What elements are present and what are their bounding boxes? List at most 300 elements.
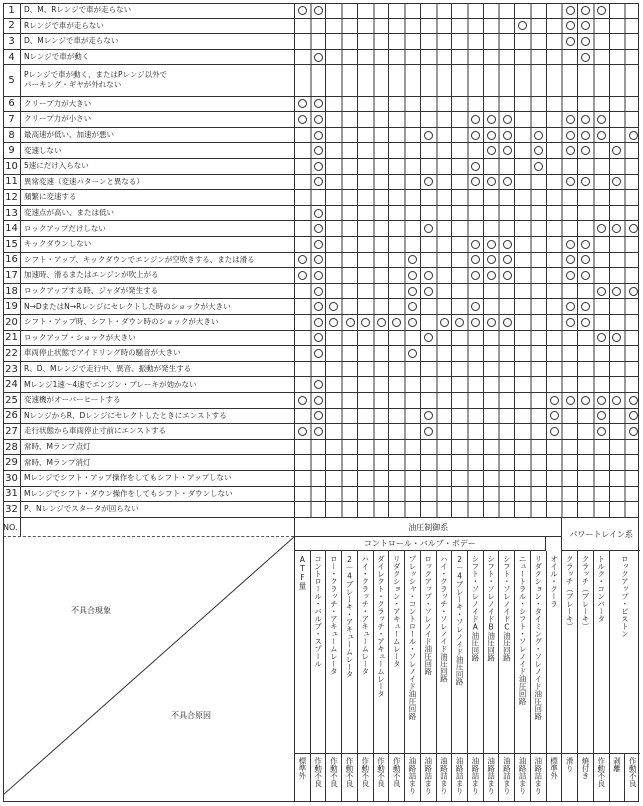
matrix-cell xyxy=(341,440,357,455)
no-row xyxy=(3,518,294,537)
matrix-cell xyxy=(404,34,420,49)
matrix-cell xyxy=(467,50,483,65)
matrix-cell xyxy=(624,253,640,268)
matrix-cell xyxy=(609,440,625,455)
matrix-cell xyxy=(467,19,483,34)
matrix-cell xyxy=(310,221,326,236)
matrix-cell xyxy=(498,331,514,346)
matrix-cell xyxy=(577,409,593,424)
matrix-cell xyxy=(373,268,389,283)
matrix-cell xyxy=(624,377,640,392)
matrix-cell xyxy=(373,65,389,95)
column-condition: 作動不良 xyxy=(345,757,355,787)
table-row xyxy=(3,471,639,487)
column-condition-cell xyxy=(420,754,436,802)
matrix-cell xyxy=(404,471,420,486)
matrix-cell xyxy=(451,97,467,112)
symptom-label: ロックアップだけしない xyxy=(24,223,106,233)
matrix-cell xyxy=(624,34,640,49)
symptom-label: ロックアップする時、ジャダが発生する xyxy=(24,286,159,296)
matrix-cell xyxy=(404,346,420,361)
matrix-cell xyxy=(357,50,373,65)
matrix-cell xyxy=(561,284,577,299)
matrix-cell xyxy=(561,221,577,236)
matrix-cell xyxy=(373,424,389,439)
matrix-cell xyxy=(624,424,640,439)
matrix-cell xyxy=(404,206,420,221)
matrix-cell xyxy=(609,50,625,65)
matrix-cell xyxy=(593,19,609,34)
matrix-cell xyxy=(593,190,609,205)
circle-mark-icon xyxy=(518,21,527,30)
matrix-cell xyxy=(577,19,593,34)
row-number: 24 xyxy=(3,377,21,392)
matrix-cell xyxy=(467,487,483,502)
circle-mark-icon xyxy=(314,318,323,327)
matrix-cell xyxy=(530,455,546,470)
matrix-cell xyxy=(498,175,514,190)
circle-mark-icon xyxy=(424,131,433,140)
matrix-cell xyxy=(561,3,577,18)
matrix-cell xyxy=(609,190,625,205)
matrix-cell xyxy=(388,97,404,112)
matrix-cell xyxy=(451,315,467,330)
table-row xyxy=(3,128,639,144)
table-row xyxy=(3,346,639,362)
matrix-cell xyxy=(325,331,341,346)
matrix-cell xyxy=(388,362,404,377)
matrix-cell xyxy=(325,112,341,127)
matrix-cell xyxy=(624,3,640,18)
matrix-cell xyxy=(310,393,326,408)
circle-mark-icon xyxy=(534,162,543,171)
symptom-label: シフト・アップ時、シフト・ダウン時のショックが大きい xyxy=(24,317,219,327)
matrix-cell xyxy=(561,455,577,470)
matrix-cell xyxy=(609,268,625,283)
row-number: 11 xyxy=(3,175,21,190)
matrix-cell xyxy=(530,190,546,205)
matrix-cell xyxy=(436,97,452,112)
matrix-cell xyxy=(451,362,467,377)
matrix-cell xyxy=(624,487,640,502)
matrix-cell xyxy=(451,237,467,252)
circle-mark-icon xyxy=(392,318,401,327)
table-row xyxy=(3,3,639,19)
column-condition: 油路詰まり xyxy=(470,757,480,795)
circle-mark-icon xyxy=(424,333,433,342)
circle-mark-icon xyxy=(612,287,621,296)
matrix-cell xyxy=(357,268,373,283)
circle-mark-icon xyxy=(581,53,590,62)
matrix-cell xyxy=(483,143,499,158)
column-condition-cell xyxy=(357,754,373,802)
circle-mark-icon xyxy=(597,6,606,15)
matrix-cell xyxy=(373,253,389,268)
matrix-cell xyxy=(436,175,452,190)
matrix-cell xyxy=(325,253,341,268)
matrix-cell xyxy=(325,34,341,49)
matrix-cell xyxy=(624,284,640,299)
matrix-cell xyxy=(420,362,436,377)
matrix-cell xyxy=(546,502,562,517)
matrix-cell xyxy=(530,221,546,236)
circle-mark-icon xyxy=(566,302,575,311)
matrix-cell xyxy=(624,346,640,361)
matrix-cell xyxy=(624,409,640,424)
matrix-cell xyxy=(593,143,609,158)
matrix-cell xyxy=(325,190,341,205)
circle-mark-icon xyxy=(408,318,417,327)
matrix-cell xyxy=(498,362,514,377)
matrix-cell xyxy=(325,143,341,158)
circle-mark-icon xyxy=(629,411,638,420)
matrix-cell xyxy=(467,440,483,455)
table-row xyxy=(3,19,639,35)
matrix-cell xyxy=(451,3,467,18)
matrix-cell xyxy=(514,34,530,49)
matrix-cell xyxy=(436,112,452,127)
matrix-cell xyxy=(420,97,436,112)
matrix-cell xyxy=(624,159,640,174)
matrix-cell xyxy=(498,19,514,34)
row-number: 5 xyxy=(3,65,21,95)
matrix-cell xyxy=(546,221,562,236)
matrix-cell xyxy=(388,112,404,127)
column-condition-cell xyxy=(514,754,530,802)
matrix-cell xyxy=(514,159,530,174)
matrix-cell xyxy=(561,159,577,174)
matrix-cell xyxy=(577,487,593,502)
matrix-cell xyxy=(577,331,593,346)
matrix-cell xyxy=(530,424,546,439)
matrix-cell xyxy=(467,143,483,158)
circle-mark-icon xyxy=(581,396,590,405)
table-row xyxy=(3,409,639,425)
circle-mark-icon xyxy=(314,427,323,436)
row-number: 3 xyxy=(3,34,21,49)
matrix-cell xyxy=(514,206,530,221)
circle-mark-icon xyxy=(487,255,496,264)
matrix-cell xyxy=(388,346,404,361)
matrix-cell xyxy=(593,268,609,283)
matrix-cell xyxy=(373,455,389,470)
table-row xyxy=(3,206,639,222)
circle-mark-icon xyxy=(424,287,433,296)
matrix-cell xyxy=(577,362,593,377)
column-condition: 油路詰まり xyxy=(439,757,449,795)
matrix-cell xyxy=(530,97,546,112)
matrix-cell xyxy=(310,3,326,18)
circle-mark-icon xyxy=(314,333,323,342)
circle-mark-icon xyxy=(581,115,590,124)
circle-mark-icon xyxy=(550,411,559,420)
matrix-cell xyxy=(420,221,436,236)
matrix-cell xyxy=(593,409,609,424)
matrix-cell xyxy=(514,237,530,252)
matrix-cell xyxy=(624,221,640,236)
matrix-cell xyxy=(530,112,546,127)
row-number: 13 xyxy=(3,206,21,221)
table-row xyxy=(3,440,639,456)
matrix-cell xyxy=(483,175,499,190)
symptom-label: キックダウンしない xyxy=(24,239,92,249)
symptom-label: 加速時、滑るまたはエンジンが吹上がる xyxy=(24,270,159,280)
matrix-cell xyxy=(294,50,310,65)
matrix-cell xyxy=(467,502,483,517)
row-number: 10 xyxy=(3,159,21,174)
matrix-cell xyxy=(593,65,609,95)
column-condition-cell xyxy=(436,754,452,802)
matrix-cell xyxy=(561,331,577,346)
matrix-cell xyxy=(341,65,357,95)
matrix-cell xyxy=(325,159,341,174)
matrix-cell xyxy=(451,19,467,34)
matrix-cell xyxy=(373,502,389,517)
matrix-cell xyxy=(436,221,452,236)
matrix-cell xyxy=(420,159,436,174)
column-name: ハイ・クラッチ・アキュームレータ xyxy=(360,555,370,675)
column-condition: 滑り xyxy=(565,757,575,772)
table-row xyxy=(3,34,639,50)
matrix-cell xyxy=(357,440,373,455)
matrix-cell xyxy=(561,424,577,439)
matrix-cell xyxy=(341,34,357,49)
matrix-cell xyxy=(498,34,514,49)
column-condition-cell xyxy=(404,754,420,802)
matrix-cell xyxy=(546,409,562,424)
matrix-cell xyxy=(624,19,640,34)
symptom-label: シフト・アップ、キックダウンでエンジンが空吹きする、または滑る xyxy=(24,254,255,264)
matrix-cell xyxy=(593,206,609,221)
row-number: 1 xyxy=(3,3,21,18)
matrix-cell xyxy=(546,362,562,377)
matrix-cell xyxy=(436,409,452,424)
row-number: 4 xyxy=(3,50,21,65)
matrix-cell xyxy=(609,34,625,49)
matrix-cell xyxy=(436,440,452,455)
matrix-cell xyxy=(483,284,499,299)
circle-mark-icon xyxy=(581,240,590,249)
matrix-cell xyxy=(530,268,546,283)
circle-mark-icon xyxy=(503,177,512,186)
row-number: 22 xyxy=(3,346,21,361)
table-row xyxy=(3,237,639,253)
matrix-cell xyxy=(357,377,373,392)
matrix-cell xyxy=(341,143,357,158)
matrix-cell xyxy=(310,237,326,252)
matrix-cell xyxy=(388,471,404,486)
matrix-cell xyxy=(388,206,404,221)
matrix-cell xyxy=(310,471,326,486)
column-condition: 作動不良 xyxy=(360,757,370,787)
matrix-cell xyxy=(483,112,499,127)
matrix-cell xyxy=(325,471,341,486)
matrix-cell xyxy=(561,409,577,424)
matrix-cell xyxy=(467,424,483,439)
matrix-cell xyxy=(404,159,420,174)
circle-mark-icon xyxy=(298,271,307,280)
matrix-cell xyxy=(609,65,625,95)
row-number: 27 xyxy=(3,424,21,439)
matrix-cell xyxy=(357,487,373,502)
row-number: 9 xyxy=(3,143,21,158)
matrix-cell xyxy=(561,299,577,314)
matrix-cell xyxy=(498,424,514,439)
matrix-cell xyxy=(498,455,514,470)
matrix-cell xyxy=(451,471,467,486)
matrix-cell xyxy=(609,284,625,299)
circle-mark-icon xyxy=(503,146,512,155)
column-name-cell xyxy=(373,551,389,754)
matrix-cell xyxy=(577,237,593,252)
circle-mark-icon xyxy=(408,302,417,311)
matrix-cell xyxy=(451,393,467,408)
matrix-cell xyxy=(294,34,310,49)
column-name: プレッシャ・コントロール・ソレノイド油圧回路 xyxy=(407,555,417,720)
circle-mark-icon xyxy=(314,255,323,264)
circle-mark-icon xyxy=(408,349,417,358)
matrix-cell xyxy=(341,190,357,205)
matrix-cell xyxy=(325,377,341,392)
matrix-cell xyxy=(514,471,530,486)
matrix-cell xyxy=(388,159,404,174)
column-name: シフト・ソレノイドB油圧回路 xyxy=(486,555,496,662)
matrix-cell xyxy=(483,315,499,330)
matrix-cell xyxy=(467,315,483,330)
matrix-cell xyxy=(624,143,640,158)
symptom-label: P、Nレンジでスタータが回らない xyxy=(24,504,139,514)
matrix-cell xyxy=(593,362,609,377)
matrix-cell xyxy=(546,424,562,439)
matrix-cell xyxy=(325,128,341,143)
matrix-cell xyxy=(467,253,483,268)
matrix-cell xyxy=(341,268,357,283)
row-number: 12 xyxy=(3,190,21,205)
matrix-cell xyxy=(514,112,530,127)
symptom-label: 5速にだけ入らない xyxy=(24,161,89,171)
matrix-cell xyxy=(514,315,530,330)
circle-mark-icon xyxy=(314,271,323,280)
column-name-cell xyxy=(483,551,499,754)
table-row xyxy=(3,175,639,191)
matrix-cell xyxy=(530,3,546,18)
column-name-cell xyxy=(325,551,341,754)
row-number: 21 xyxy=(3,331,21,346)
symptom-label: 最高速が低い、加速が悪い xyxy=(24,130,114,140)
matrix-cell xyxy=(404,284,420,299)
cause-axis-label: 不具合原因 xyxy=(171,711,211,720)
matrix-cell xyxy=(561,175,577,190)
matrix-cell xyxy=(436,268,452,283)
matrix-cell xyxy=(514,65,530,95)
matrix-cell xyxy=(498,268,514,283)
matrix-cell xyxy=(593,97,609,112)
matrix-cell xyxy=(388,393,404,408)
matrix-cell xyxy=(325,19,341,34)
matrix-cell xyxy=(546,253,562,268)
matrix-cell xyxy=(483,128,499,143)
matrix-cell xyxy=(467,175,483,190)
matrix-cell xyxy=(310,206,326,221)
matrix-cell xyxy=(325,284,341,299)
circle-mark-icon xyxy=(314,162,323,171)
symptom-label: N→DまたはN→Rレンジにセレクトした時のショックが大きい xyxy=(24,301,231,311)
circle-mark-icon xyxy=(503,255,512,264)
circle-mark-icon xyxy=(298,396,307,405)
matrix-cell xyxy=(609,471,625,486)
matrix-cell xyxy=(373,143,389,158)
matrix-cell xyxy=(577,128,593,143)
column-condition-cell xyxy=(451,754,467,802)
matrix-cell xyxy=(514,487,530,502)
matrix-cell xyxy=(467,190,483,205)
matrix-cell xyxy=(561,362,577,377)
matrix-cell xyxy=(546,65,562,95)
matrix-cell xyxy=(341,487,357,502)
matrix-cell xyxy=(310,34,326,49)
table-row xyxy=(3,424,639,440)
matrix-cell xyxy=(514,253,530,268)
matrix-cell xyxy=(483,50,499,65)
matrix-cell xyxy=(310,331,326,346)
column-name-cell xyxy=(530,551,546,754)
matrix-cell xyxy=(609,377,625,392)
matrix-cell xyxy=(467,206,483,221)
matrix-cell xyxy=(341,97,357,112)
circle-mark-icon xyxy=(408,271,417,280)
matrix-cell xyxy=(420,502,436,517)
matrix-cell xyxy=(530,393,546,408)
matrix-cell xyxy=(577,284,593,299)
matrix-cell xyxy=(593,393,609,408)
matrix-cell xyxy=(357,34,373,49)
matrix-cell xyxy=(325,299,341,314)
circle-mark-icon xyxy=(440,318,449,327)
matrix-cell xyxy=(310,455,326,470)
matrix-cell xyxy=(420,268,436,283)
matrix-cell xyxy=(341,237,357,252)
circle-mark-icon xyxy=(629,287,638,296)
row-number: 20 xyxy=(3,315,21,330)
circle-mark-icon xyxy=(487,318,496,327)
circle-mark-icon xyxy=(581,146,590,155)
circle-mark-icon xyxy=(566,146,575,155)
circle-mark-icon xyxy=(424,427,433,436)
matrix-cell xyxy=(420,50,436,65)
circle-mark-icon xyxy=(424,224,433,233)
matrix-cell xyxy=(388,237,404,252)
matrix-cell xyxy=(420,175,436,190)
circle-mark-icon xyxy=(346,318,355,327)
matrix-cell xyxy=(451,377,467,392)
column-condition-cell xyxy=(546,754,562,802)
column-condition-cell xyxy=(624,754,640,802)
matrix-cell xyxy=(561,237,577,252)
matrix-cell xyxy=(546,143,562,158)
matrix-cell xyxy=(388,409,404,424)
matrix-cell xyxy=(341,221,357,236)
matrix-cell xyxy=(530,440,546,455)
matrix-cell xyxy=(483,393,499,408)
matrix-cell xyxy=(451,143,467,158)
matrix-cell xyxy=(593,331,609,346)
matrix-cell xyxy=(420,34,436,49)
matrix-cell xyxy=(341,471,357,486)
column-name-cell xyxy=(561,551,577,754)
symptom-label: D、Mレンジで車が走らない xyxy=(24,36,119,46)
matrix-cell xyxy=(546,112,562,127)
matrix-cell xyxy=(530,19,546,34)
